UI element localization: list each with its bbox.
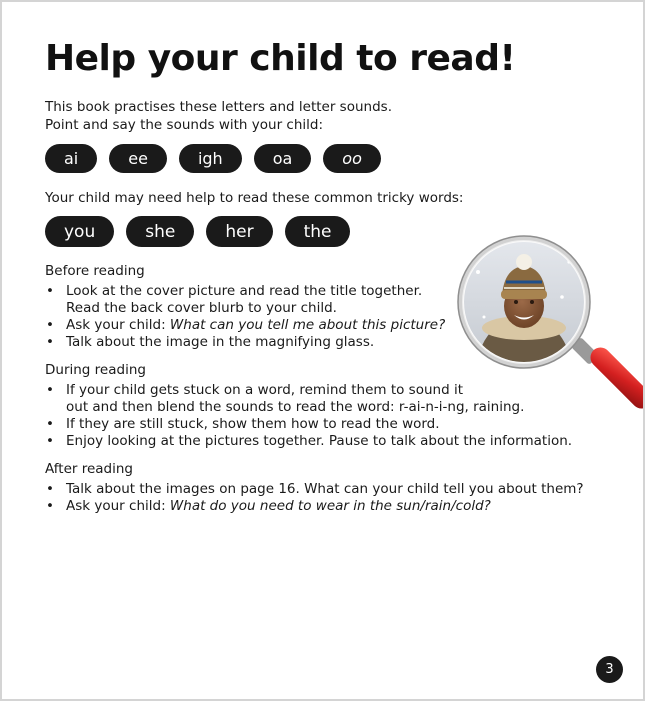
letter-sound-chip: oo (323, 144, 381, 173)
section-heading: During reading (45, 362, 146, 378)
tricky-word-chip: her (206, 216, 272, 247)
intro-text (45, 98, 392, 134)
tricky-word-chip: you (45, 216, 114, 247)
intro-line-2: Point and say the sounds with your child: (45, 117, 324, 133)
letter-sounds-list (45, 144, 381, 173)
before-reading-section (45, 263, 445, 351)
magnifying-glass-image (454, 232, 644, 446)
intro-line-1: This book practises these letters and letter sounds. (45, 99, 392, 115)
list-item: • Talk about the images on page 16. What can your child tell you about them? (45, 481, 584, 498)
tricky-words-list (45, 216, 350, 247)
list-item: • Talk about the image in the magnifying glass. (45, 334, 445, 351)
magnifying-glass-icon (454, 232, 644, 442)
letter-sound-chip: ee (109, 144, 167, 173)
after-reading-section (45, 461, 584, 515)
section-heading: Before reading (45, 263, 145, 279)
tricky-word-chip: the (285, 216, 351, 247)
tricky-words-intro: Your child may need help to read these common tricky words: (45, 190, 464, 206)
list-item: • Ask your child: What do you need to wear in the sun/rain/cold? (45, 498, 584, 515)
tricky-word-chip: she (126, 216, 194, 247)
magnifier-handle (571, 337, 644, 413)
list-item: • If they are still stuck, show them how to read the word. (45, 416, 572, 433)
letter-sound-chip: ai (45, 144, 97, 173)
page-number-badge: 3 (596, 656, 623, 683)
list-item: • Look at the cover picture and read the title together. Read the back cover blurb to your child. (45, 283, 445, 317)
letter-sound-chip: oa (254, 144, 312, 173)
list-item: • Enjoy looking at the pictures together. Pause to talk about the information. (45, 433, 572, 450)
list-item: • If your child gets stuck on a word, remind them to sound it out and then blend the sounds to read the word: r-ai-n-i-ng, raining. (45, 382, 572, 416)
letter-sound-chip: igh (179, 144, 242, 173)
page-title: Help your child to read! (45, 38, 516, 79)
section-heading: After reading (45, 461, 133, 477)
child-photo (454, 232, 594, 372)
list-item: • Ask your child: What can you tell me about this picture? (45, 317, 445, 334)
